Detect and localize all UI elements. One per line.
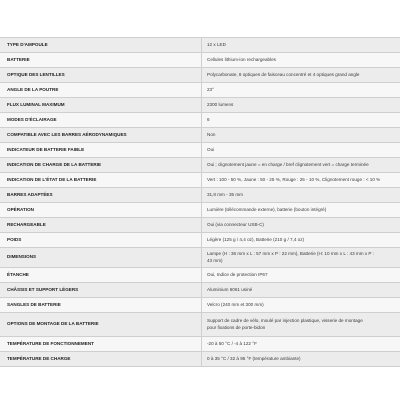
spec-value [202,38,400,53]
spec-row [0,313,400,337]
spec-value-line: 0 à 35 °C / 32 à 95 °F (température ambiante) [207,355,301,361]
spec-value-line: Non [207,131,216,137]
spec-row [0,337,400,352]
spec-row [0,68,400,83]
spec-row [0,188,400,203]
spec-label: BATTERIE [0,53,202,68]
spec-value [202,158,400,173]
spec-value [202,283,400,298]
spec-label: MODES D'ÉCLAIRAGE [0,113,202,128]
spec-value [202,173,400,188]
spec-value-line: 12 x LED [207,41,226,47]
spec-row [0,218,400,233]
spec-label: BARRES ADAPTÉES [0,188,202,203]
spec-sheet [0,37,400,367]
spec-label: ÉTANCHE [0,268,202,283]
spec-row [0,352,400,367]
spec-value [202,128,400,143]
spec-row [0,268,400,283]
spec-row [0,248,400,268]
spec-row [0,203,400,218]
spec-label: RECHARGEABLE [0,218,202,233]
spec-row [0,233,400,248]
spec-row [0,38,400,53]
spec-value-line: pour fixations de porte-bidon [207,324,266,330]
spec-row [0,113,400,128]
spec-value-line: Support de cadre de vélo, moulé par injection plastique, visserie de montage [207,318,363,324]
spec-value-line: Oui ; clignotement jaune = en charge / bref clignotement vert = charge terminée [207,161,369,167]
spec-row [0,283,400,298]
spec-value-line: 43 mm) [207,257,223,263]
spec-value-line: Oui, Indice de protection IP67 [207,271,268,277]
spec-label: ANGLE DE LA POUTRE [0,83,202,98]
spec-value-line: Aluminium 6061 usiné [207,286,253,292]
spec-value [202,313,400,337]
spec-value [202,352,400,367]
spec-value-line: Polycarbonate, 8 optiques de faisceau concentré et 4 optiques grand angle [207,71,360,77]
spec-value [202,68,400,83]
specifications-table [0,37,400,367]
spec-value [202,248,400,268]
spec-value-line: 6 [207,116,210,122]
spec-value [202,337,400,352]
spec-value [202,143,400,158]
spec-value [202,83,400,98]
spec-value [202,113,400,128]
spec-value-line: Cellules lithium-ion rechargeables [207,56,276,62]
spec-value-line: 2300 lumens [207,101,234,107]
spec-value [202,203,400,218]
spec-value [202,268,400,283]
spec-value-line: Oui (via connecteur USB-C) [207,221,264,227]
spec-row [0,158,400,173]
spec-label: DIMENSIONS [0,248,202,268]
spec-label: CHÂSSIS ET SUPPORT LÉGERS [0,283,202,298]
spec-label: OPTIQUE DES LENTILLES [0,68,202,83]
spec-row [0,98,400,113]
specifications-table-body [0,38,400,367]
spec-value-line: Lumière (télécommande externe), batterie (bouton intégré) [207,206,327,212]
spec-row [0,173,400,188]
spec-row [0,83,400,98]
spec-row [0,128,400,143]
spec-value [202,233,400,248]
spec-value [202,188,400,203]
spec-value-line: Velcro (240 mm et 300 mm) [207,301,264,307]
spec-value-line: Légère (125 g / 4,4 oz), Batterie (210 g / 7,4 oz) [207,236,305,242]
spec-label: OPTIONS DE MONTAGE DE LA BATTERIE [0,313,202,337]
spec-value [202,298,400,313]
spec-label: INDICATION DE CHARGE DE LA BATTERIE [0,158,202,173]
spec-value-line: Lampe (H : 36 mm x L : 57 mm x P : 22 mm), Batterie (H: 10 mm x L : 43 mm x P : [207,251,374,257]
spec-value [202,53,400,68]
spec-label: TYPE D'AMPOULE [0,38,202,53]
spec-value-line: 23° [207,86,214,92]
spec-value-line: -20 à 50 °C / -4 à 122 °F [207,340,257,346]
spec-label: OPÉRATION [0,203,202,218]
spec-value [202,218,400,233]
spec-label: SANGLES DE BATTERIE [0,298,202,313]
spec-value-line: Vert : 100 - 50 %, Jaune : 50 - 25 %, Rouge : 25 - 10 %, Clignotement rouge : < 10 % [207,176,381,182]
spec-value-line: Oui [207,146,215,152]
spec-label: TEMPÉRATURE DE FONCTIONNEMENT [0,337,202,352]
spec-label: INDICATEUR DE BATTERIE FAIBLE [0,143,202,158]
spec-label: POIDS [0,233,202,248]
spec-value [202,98,400,113]
spec-label: FLUX LUMINAL MAXIMUM [0,98,202,113]
spec-label: TEMPÉRATURE DE CHARGE [0,352,202,367]
spec-row [0,143,400,158]
spec-label: COMPATIBLE AVEC LES BARRES AÉRODYNAMIQUES [0,128,202,143]
spec-row [0,298,400,313]
spec-label: INDICATION DE L'ÉTAT DE LA BATTERIE [0,173,202,188]
spec-value-line: 31,8 mm - 35 mm [207,191,243,197]
spec-row [0,53,400,68]
